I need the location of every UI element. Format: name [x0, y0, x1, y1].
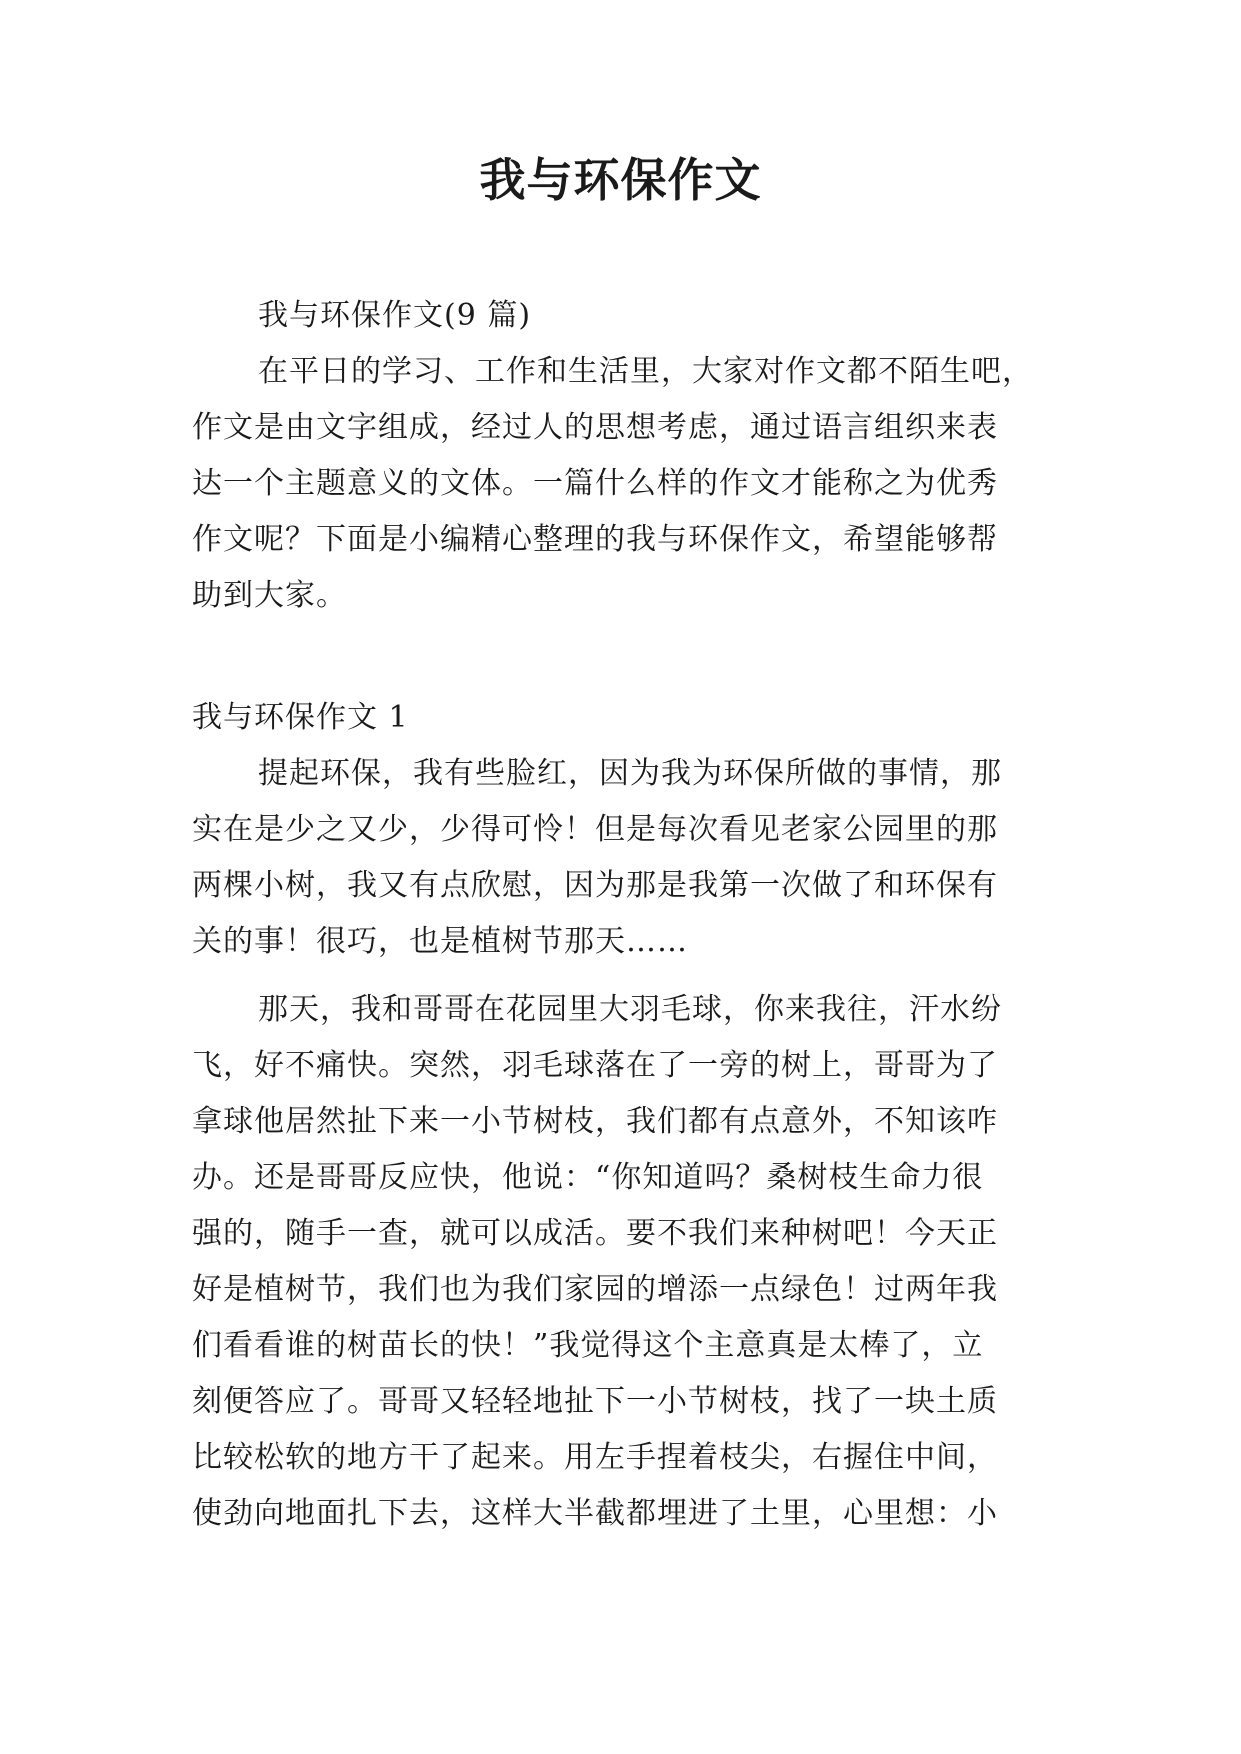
para2-line-10: 使劲向地面扎下去，这样大半截都埋进了土里，心里想：小: [192, 1496, 998, 1531]
intro-line-1: 在平日的学习、工作和生活里，大家对作文都不陌生吧，: [258, 354, 1033, 389]
document-title: 我与环保作文: [479, 153, 762, 207]
para1-line-2: 实在是少之又少，少得可怜！但是每次看见老家公园里的那: [192, 812, 998, 847]
section-heading: 我与环保作文 1: [192, 700, 409, 735]
para1-line-4: 关的事！很巧，也是植树节那天……: [192, 924, 688, 959]
para2-line-7: 们看看谁的树苗长的快！”我觉得这个主意真是太棒了，立: [192, 1328, 984, 1363]
para2-line-6: 好是植树节，我们也为我们家园的增添一点绿色！过两年我: [192, 1272, 998, 1307]
intro-line-4: 作文呢？下面是小编精心整理的我与环保作文，希望能够帮: [192, 522, 998, 557]
para1-line-1: 提起环保，我有些脸红，因为我为环保所做的事情，那: [258, 756, 1002, 791]
para2-line-4: 办。还是哥哥反应快，他说：“你知道吗？桑树枝生命力很: [192, 1160, 984, 1195]
para2-line-8: 刻便答应了。哥哥又轻轻地扯下一小节树枝，找了一块土质: [192, 1384, 998, 1419]
document-subtitle: 我与环保作文(9 篇): [258, 298, 532, 333]
para2-line-5: 强的，随手一查，就可以成活。要不我们来种树吧！今天正: [192, 1216, 998, 1251]
para2-line-2: 飞，好不痛快。突然，羽毛球落在了一旁的树上，哥哥为了: [192, 1048, 998, 1083]
para2-line-3: 拿球他居然扯下来一小节树枝，我们都有点意外，不知该咋: [192, 1104, 998, 1139]
intro-line-3: 达一个主题意义的文体。一篇什么样的作文才能称之为优秀: [192, 466, 998, 501]
para2-line-1: 那天，我和哥哥在花园里大羽毛球，你来我往，汗水纷: [258, 992, 1002, 1027]
intro-line-5: 助到大家。: [192, 578, 347, 613]
intro-line-2: 作文是由文字组成，经过人的思想考虑，通过语言组织来表: [192, 410, 998, 445]
para1-line-3: 两棵小树，我又有点欣慰，因为那是我第一次做了和环保有: [192, 868, 998, 903]
para2-line-9: 比较松软的地方干了起来。用左手捏着枝尖，右握住中间，: [192, 1440, 998, 1475]
